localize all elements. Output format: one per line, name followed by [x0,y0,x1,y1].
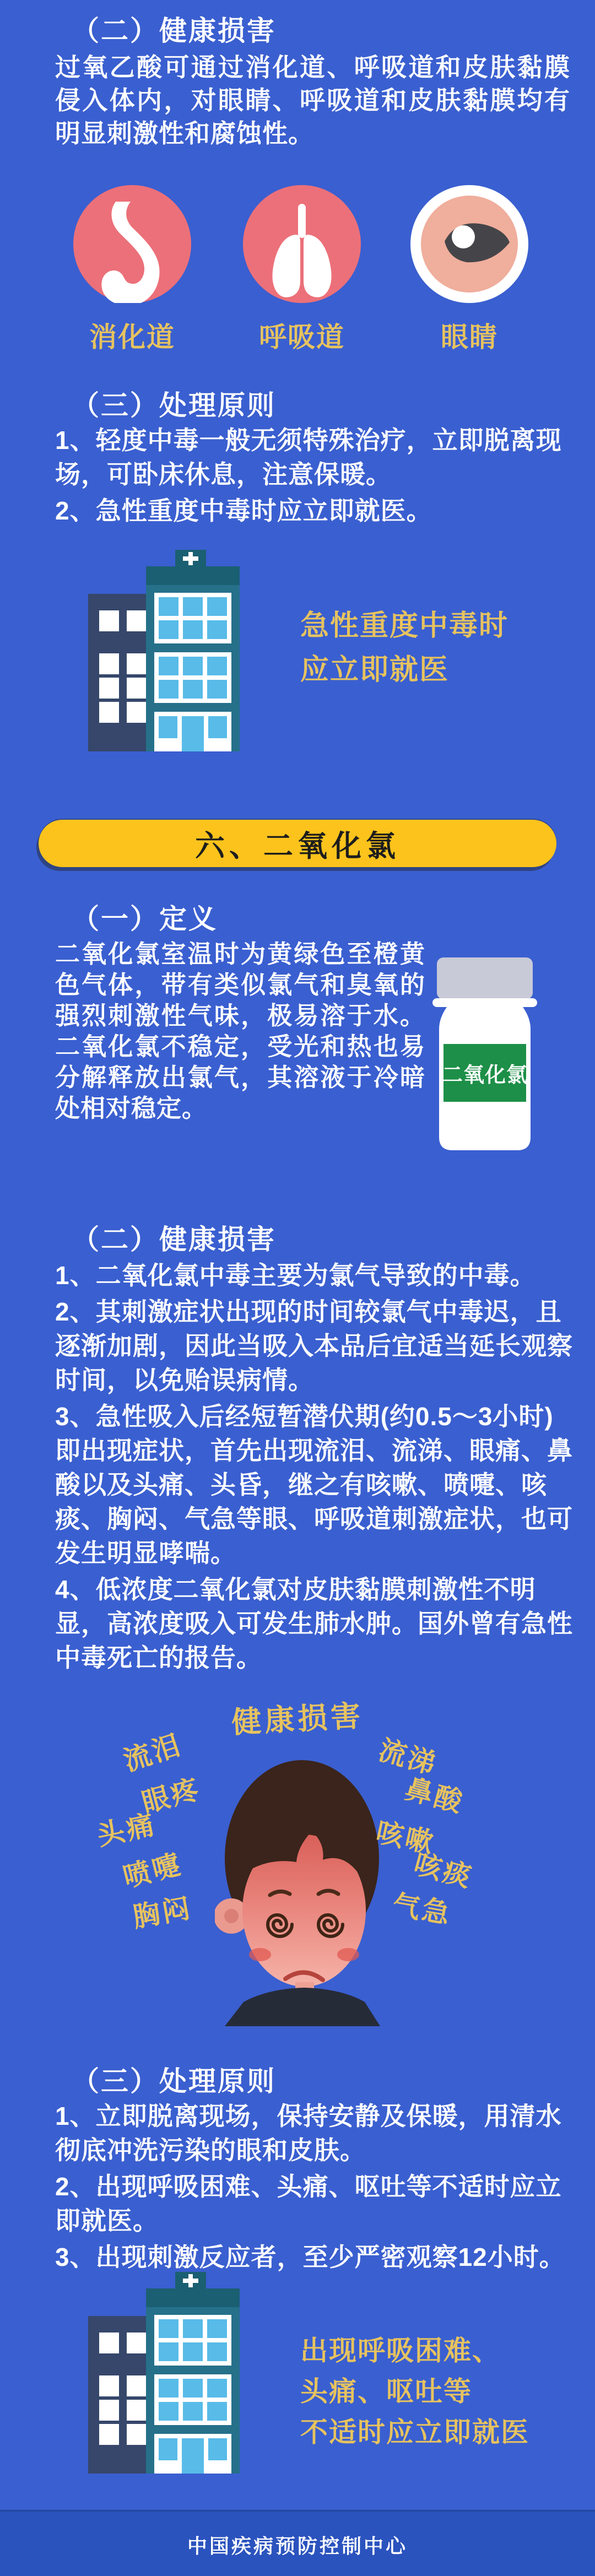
organ-label: 呼吸道 [259,322,345,353]
list-item: 4、低浓度二氧化氯对皮肤黏膜刺激性不明显，高浓度吸入可发生肺水肿。国外曾有急性中毒死亡的报告。 [55,1575,573,1672]
symptom-label: 气急 [390,1888,455,1930]
definition-heading: （一）定义 [72,903,218,934]
symptom-label: 胸闷 [130,1892,194,1933]
cld-callout [300,2330,529,2453]
callout-line: 不适时应立即就医 [300,2417,529,2448]
list-item: 3、急性吸入后经短暂潜伏期(约0.5～3小时)即出现症状，首先出现流泪、流涕、眼痛、鼻酸以及头痛、头昏，继之有咳嗽、喷嚏、咳痰、胸闷、气急等眼、呼吸道刺激症状，也可发生明显哮喘。 [55,1402,573,1567]
figure-title: 健康损害 [230,1699,365,1740]
list-item: 2、其刺激症状出现的时间较氯气中毒迟，且逐渐加剧，因此当吸入本品后宜适当延长观察时间，以免贻误病情。 [55,1297,573,1394]
sick-person-icon [215,1734,386,2026]
symptom-label: 流涕 [375,1734,441,1781]
footer-text: 中国疾病预防控制中心 [187,2534,408,2557]
organ-label: 眼睛 [441,322,498,353]
peracetic-callout [300,604,509,692]
hospital-icon [83,550,248,751]
medicine-bottle-icon [432,957,537,1150]
callout-line: 急性重度中毒时 [300,610,509,642]
organ-digestive-tract [72,185,193,355]
list-item: 1、立即脱离现场，保持安静及保暖，用清水彻底冲洗污染的眼和皮肤。 [55,2102,562,2164]
peracetic-treatment-list [55,423,570,530]
cld-treatment-list [55,2099,576,2276]
symptom-label: 咳嗽 [373,1816,438,1859]
symptom-label: 流泪 [120,1729,186,1777]
callout-line: 应立即就医 [300,654,450,686]
callout-line: 头痛、呕吐等 [300,2376,472,2407]
cld-treatment-heading: （三）处理原则 [72,2066,276,2097]
bottle-label: 二氧化氯 [442,1064,528,1087]
symptom-label: 头痛 [94,1809,159,1852]
list-item: 1、二氧化氯中毒主要为氯气导致的中毒。 [55,1261,536,1290]
symptom-label: 眼疼 [138,1773,204,1819]
callout-line: 出现呼吸困难、 [300,2335,501,2366]
footer-bar [0,2510,595,2576]
definition-paragraph: 二氧化氯室温时为黄绿色至橙黄色气体，带有类似氯气和臭氧的强烈刺激性气味，极易溶于水。二氧化氯不稳定，受光和热也易分解释放出氯气，其溶液于冷暗处相对稳定。 [55,940,425,1122]
cld-health-list [55,1258,573,1677]
peracetic-health-heading: （二）健康损害 [72,15,276,46]
organ-eyes [409,185,530,355]
eye-icon [410,185,528,303]
list-item: 2、出现呼吸困难、头痛、呕吐等不适时应立即就医。 [55,2172,562,2235]
peracetic-treatment-heading: （三）处理原则 [72,390,276,421]
list-item: 1、轻度中毒一般无须特殊治疗，立即脱离现场，可卧床休息，注意保暖。 [55,426,562,489]
symptom-label: 咳痰 [410,1848,477,1893]
symptom-label: 喷嚏 [120,1848,186,1893]
symptom-label: 鼻酸 [402,1773,468,1819]
list-item: 3、出现刺激反应者，至少严密观察12小时。 [55,2243,565,2271]
peracetic-health-paragraph: 过氧乙酸可通过消化道、呼吸道和皮肤黏膜侵入体内，对眼睛、呼吸道和皮肤黏膜均有明显刺激性和腐蚀性。 [55,53,570,148]
organ-respiratory-tract [241,185,363,355]
section-banner [39,820,556,867]
banner-title: 六、二氧化氯 [195,829,400,863]
stomach-icon [73,185,191,303]
lungs-icon [243,185,361,303]
list-item: 2、急性重度中毒时应立即就医。 [55,496,432,525]
organ-label: 消化道 [89,322,175,353]
cld-health-heading: （二）健康损害 [72,1224,276,1255]
hospital-icon [83,2272,248,2474]
